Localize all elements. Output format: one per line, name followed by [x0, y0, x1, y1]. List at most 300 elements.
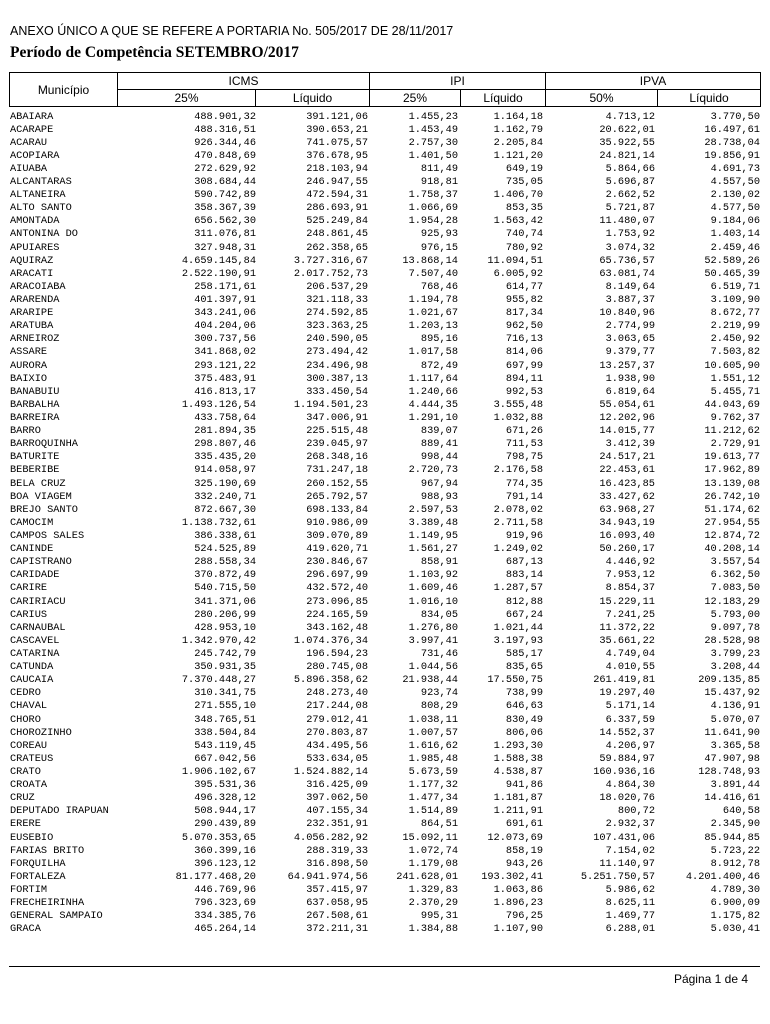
- icms-25-cell: 524.525,89: [194, 543, 256, 556]
- municipio-cell: CARIUS: [10, 608, 48, 621]
- municipio-cell: CHORO: [10, 713, 41, 726]
- ipi-liquido-cell: 716,13: [505, 333, 543, 346]
- municipio-cell: CARNAUBAL: [10, 621, 66, 634]
- ipi-liquido-cell: 11.094,51: [487, 254, 543, 267]
- ipi-25-cell: 889,41: [420, 438, 458, 451]
- ipi-liquido-cell: 962,50: [505, 320, 543, 333]
- municipio-cell: FORQUILHA: [10, 857, 66, 870]
- icms-liquido-cell: 533.634,05: [306, 752, 368, 765]
- table-row: [10, 910, 760, 923]
- municipio-cell: CANINDE: [10, 543, 54, 556]
- icms-25-cell: 508.944,17: [194, 805, 256, 818]
- ipva-50-cell: 14.552,37: [599, 726, 655, 739]
- ipva-liquido-cell: 2.130,02: [710, 189, 760, 202]
- ipi-25-cell: 1.007,57: [408, 726, 458, 739]
- ipva-liquido-cell: 9.762,37: [710, 412, 760, 425]
- icms-liquido-cell: 267.508,61: [306, 910, 368, 923]
- table-row: [10, 412, 760, 425]
- icms-25-cell: 488.901,32: [194, 110, 256, 123]
- icms-25-cell: 308.684,44: [194, 176, 256, 189]
- municipio-cell: BREJO SANTO: [10, 503, 78, 516]
- ipva-liquido-cell: 3.891,44: [710, 779, 760, 792]
- ipva-liquido-cell: 19.856,91: [704, 149, 760, 162]
- ipva-liquido-cell: 2.345,90: [710, 818, 760, 831]
- ipva-50-cell: 5.696,87: [605, 176, 655, 189]
- ipi-25-cell: 808,29: [420, 700, 458, 713]
- ipva-liquido-header: Líquido: [658, 90, 761, 107]
- ipi-liquido-cell: 667,24: [505, 608, 543, 621]
- ipi-liquido-cell: 1.563,42: [493, 215, 543, 228]
- icms-25-cell: 404.204,06: [194, 320, 256, 333]
- ipi-25-cell: 1.017,58: [408, 346, 458, 359]
- ipva-liquido-cell: 12.183,29: [704, 595, 760, 608]
- ipva-50-cell: 16.093,40: [599, 530, 655, 542]
- page-title: Período de Competência SETEMBRO/2017: [10, 44, 299, 61]
- ipva-50-cell: 16.423,85: [599, 477, 655, 490]
- municipio-cell: ARATUBA: [10, 320, 54, 333]
- ipi-liquido-cell: 812,88: [505, 595, 543, 608]
- ipi-liquido-cell: 12.073,69: [487, 831, 543, 844]
- icms-liquido-cell: 1.194.501,23: [293, 398, 368, 411]
- icms-25-cell: 446.769,96: [194, 883, 256, 896]
- icms-liquido-cell: 5.896.358,62: [293, 674, 368, 687]
- icms-25-cell: 926.344,46: [194, 136, 256, 149]
- icms-liquido-cell: 286.693,91: [306, 202, 368, 215]
- ipi-25-cell: 2.757,30: [408, 136, 458, 149]
- municipio-cell: CEDRO: [10, 687, 41, 700]
- table-row: [10, 451, 760, 464]
- ipva-50-cell: 4.749,04: [605, 647, 655, 660]
- table-row: [10, 137, 760, 150]
- ipva-liquido-cell: 4.201.400,46: [685, 870, 760, 883]
- icms-liquido-cell: 343.162,48: [306, 621, 368, 634]
- icms-25-cell: 335.435,20: [194, 451, 256, 464]
- ipva-liquido-cell: 2.450,92: [710, 333, 760, 346]
- ipva-liquido-cell: 11.641,90: [704, 726, 760, 739]
- ipva-50-cell: 24.821,14: [599, 149, 655, 162]
- icms-liquido-cell: 270.803,87: [306, 726, 368, 739]
- icms-25-cell: 327.948,31: [194, 241, 256, 254]
- icms-25-cell: 258.171,61: [194, 280, 256, 293]
- municipio-cell: ARACOIABA: [10, 280, 66, 293]
- icms-25-cell: 1.493.126,54: [181, 398, 256, 411]
- table-row: [10, 845, 760, 858]
- table-row: [10, 346, 760, 359]
- icms-liquido-cell: 432.572,40: [306, 582, 368, 595]
- municipio-cell: AURORA: [10, 359, 48, 372]
- ipi-liquido-cell: 941,86: [505, 779, 543, 792]
- ipi-liquido-cell: 798,75: [505, 451, 543, 464]
- ipva-liquido-cell: 5.793,00: [710, 608, 760, 621]
- ipva-50-cell: 11.372,22: [599, 621, 655, 634]
- icms-25-cell: 656.562,30: [194, 215, 256, 228]
- ipi-liquido-cell: 919,96: [505, 530, 543, 542]
- table-row: [10, 150, 760, 163]
- ipva-liquido-cell: 16.497,61: [704, 123, 760, 136]
- ipva-50-cell: 2.932,37: [605, 818, 655, 831]
- municipio-cell: ANTONINA DO: [10, 228, 78, 241]
- icms-25-cell: 543.119,45: [194, 739, 256, 752]
- ipi-25-cell: 13.868,14: [402, 254, 458, 267]
- table-row: [10, 111, 760, 124]
- municipio-cell: BOA VIAGEM: [10, 490, 72, 503]
- table-row: [10, 373, 760, 386]
- icms-liquido-cell: 525.249,84: [306, 215, 368, 228]
- municipio-cell: ARARIPE: [10, 307, 54, 320]
- icms-25-cell: 395.531,36: [194, 779, 256, 792]
- icms-liquido-cell: 196.594,23: [306, 647, 368, 660]
- ipva-liquido-cell: 17.962,89: [704, 464, 760, 477]
- table-row: [10, 661, 760, 674]
- table-row: [10, 360, 760, 373]
- ipi-liquido-cell: 883,14: [505, 569, 543, 582]
- ipva-50-cell: 5.864,66: [605, 162, 655, 175]
- ipva-50-cell: 6.819,64: [605, 385, 655, 398]
- ipi-liquido-cell: 1.063,86: [493, 883, 543, 896]
- ipi-25-cell: 1.044,56: [408, 661, 458, 674]
- ipi-liquido-cell: 193.302,41: [481, 870, 543, 883]
- ipva-50-cell: 59.884,97: [599, 752, 655, 765]
- ipi-25-cell: 1.616,62: [408, 739, 458, 752]
- municipio-cell: DEPUTADO IRAPUAN: [10, 805, 109, 818]
- ipi-25-cell: 21.938,44: [402, 674, 458, 687]
- ipi-liquido-cell: 614,77: [505, 280, 543, 293]
- icms-25-cell: 358.367,39: [194, 202, 256, 215]
- icms-liquido-cell: 376.678,95: [306, 149, 368, 162]
- ipva-liquido-cell: 2.729,91: [710, 438, 760, 451]
- municipio-cell: BEBERIBE: [10, 464, 60, 477]
- ipi-liquido-cell: 791,14: [505, 490, 543, 503]
- table-row: [10, 569, 760, 582]
- table-row: [10, 464, 760, 477]
- icms-liquido-cell: 262.358,65: [306, 241, 368, 254]
- ipi-liquido-cell: 735,05: [505, 176, 543, 189]
- icms-25-cell: 290.439,89: [194, 818, 256, 831]
- icms-25-cell: 540.715,50: [194, 582, 256, 595]
- ipva-liquido-cell: 3.770,50: [710, 110, 760, 123]
- ipi-25-cell: 2.370,29: [408, 897, 458, 910]
- ipi-25-cell: 1.276,80: [408, 621, 458, 634]
- icms-25-cell: 470.848,69: [194, 149, 256, 162]
- municipio-cell: BARBALHA: [10, 398, 60, 411]
- ipi-25-cell: 1.329,83: [408, 883, 458, 896]
- icms-liquido-cell: 248.273,40: [306, 687, 368, 700]
- ipi-25-cell: 7.507,40: [408, 267, 458, 280]
- table-row: [10, 202, 760, 215]
- ipi-liquido-cell: 687,13: [505, 556, 543, 569]
- ipi-liquido-cell: 780,92: [505, 241, 543, 254]
- ipi-25-cell: 1.954,28: [408, 215, 458, 228]
- icms-25-cell: 667.042,56: [194, 752, 256, 765]
- icms-liquido-cell: 397.062,50: [306, 792, 368, 805]
- icms-25-cell: 350.931,35: [194, 661, 256, 674]
- ipi-25-cell: 976,15: [420, 241, 458, 254]
- ipva-liquido-cell: 4.691,73: [710, 162, 760, 175]
- municipio-cell: GENERAL SAMPAIO: [10, 910, 103, 923]
- ipva-50-cell: 1.753,92: [605, 228, 655, 241]
- ipva-50-cell: 1.938,90: [605, 372, 655, 385]
- icms-liquido-cell: 230.846,67: [306, 556, 368, 569]
- municipality-table: [10, 111, 760, 937]
- ipva-50-cell: 9.379,77: [605, 346, 655, 359]
- ipva-50-cell: 5.171,14: [605, 700, 655, 713]
- ipva-liquido-cell: 4.577,50: [710, 202, 760, 215]
- icms-liquido-cell: 309.070,89: [306, 530, 368, 542]
- ipva-50-cell: 11.140,97: [599, 857, 655, 870]
- ipi-25-cell: 811,49: [420, 162, 458, 175]
- icms-liquido-cell: 434.495,56: [306, 739, 368, 752]
- ipva-50-cell: 35.922,55: [599, 136, 655, 149]
- ipi-liquido-cell: 691,61: [505, 818, 543, 831]
- ipva-liquido-cell: 11.212,62: [704, 425, 760, 438]
- ipva-header: IPVA: [546, 73, 761, 90]
- footer-divider: [9, 966, 760, 967]
- table-row: [10, 832, 760, 845]
- table-row: [10, 923, 760, 936]
- icms-liquido-cell: 347.006,91: [306, 412, 368, 425]
- ipva-50-cell: 4.446,92: [605, 556, 655, 569]
- ipva-liquido-cell: 27.954,55: [704, 516, 760, 529]
- ipva-liquido-cell: 1.403,14: [710, 228, 760, 241]
- ipi-25-cell: 1.149,95: [408, 530, 458, 542]
- icms-liquido-cell: 260.152,55: [306, 477, 368, 490]
- icms-liquido-cell: 218.103,94: [306, 162, 368, 175]
- table-row: [10, 294, 760, 307]
- municipio-cell: CAMPOS SALES: [10, 530, 85, 542]
- ipi-25-cell: 923,74: [420, 687, 458, 700]
- municipio-cell: ALCANTARAS: [10, 176, 72, 189]
- ipi-liquido-cell: 1.032,88: [493, 412, 543, 425]
- icms-liquido-cell: 390.653,21: [306, 123, 368, 136]
- ipi-25-cell: 1.455,23: [408, 110, 458, 123]
- municipio-cell: CATUNDA: [10, 661, 54, 674]
- table-row: [10, 478, 760, 491]
- table-row: [10, 333, 760, 346]
- icms-liquido-cell: 300.387,13: [306, 372, 368, 385]
- ipva-liquido-cell: 85.944,85: [704, 831, 760, 844]
- icms-25-cell: 433.758,64: [194, 412, 256, 425]
- icms-liquido-cell: 246.947,55: [306, 176, 368, 189]
- table-row: [10, 281, 760, 294]
- ipi-25-cell: 1.072,74: [408, 844, 458, 857]
- icms-25-cell: 332.240,71: [194, 490, 256, 503]
- ipi-liquido-cell: 649,19: [505, 162, 543, 175]
- ipi-25-cell: 988,93: [420, 490, 458, 503]
- ipva-liquido-cell: 640,58: [722, 805, 760, 818]
- table-row: [10, 818, 760, 831]
- ipi-25-cell: 839,07: [420, 425, 458, 438]
- icms-liquido-cell: 239.045,97: [306, 438, 368, 451]
- ipi-liquido-cell: 796,25: [505, 910, 543, 923]
- ipva-50-cell: 33.427,62: [599, 490, 655, 503]
- ipva-liquido-cell: 4.557,50: [710, 176, 760, 189]
- ipi-25-cell: 1.021,67: [408, 307, 458, 320]
- table-row: [10, 897, 760, 910]
- ipi-liquido-cell: 3.197,93: [493, 634, 543, 647]
- municipio-cell: CASCAVEL: [10, 634, 60, 647]
- ipi-25-cell: 768,46: [420, 280, 458, 293]
- table-row: [10, 622, 760, 635]
- ipi-25-cell: 1.384,88: [408, 923, 458, 936]
- table-row: [10, 504, 760, 517]
- ipi-liquido-cell: 646,63: [505, 700, 543, 713]
- ipva-liquido-cell: 26.742,10: [704, 490, 760, 503]
- ipi-liquido-cell: 817,34: [505, 307, 543, 320]
- ipva-50-cell: 800,72: [617, 805, 655, 818]
- ipi-25-cell: 3.389,48: [408, 516, 458, 529]
- ipi-liquido-cell: 1.021,44: [493, 621, 543, 634]
- icms-25-cell: 428.953,10: [194, 621, 256, 634]
- ipi-liquido-cell: 1.107,90: [493, 923, 543, 936]
- ipi-liquido-cell: 992,53: [505, 385, 543, 398]
- icms-header: ICMS: [118, 73, 370, 90]
- ipi-25-cell: 1.177,32: [408, 779, 458, 792]
- ipva-50-cell: 50.260,17: [599, 543, 655, 556]
- ipva-liquido-cell: 15.437,92: [704, 687, 760, 700]
- icms-25-cell: 386.338,61: [194, 530, 256, 542]
- ipva-50-cell: 65.736,57: [599, 254, 655, 267]
- municipio-cell: ACARAPE: [10, 123, 54, 136]
- table-row: [10, 700, 760, 713]
- ipi-liquido-cell: 17.550,75: [487, 674, 543, 687]
- municipio-cell: BANABUIU: [10, 385, 60, 398]
- ipva-liquido-cell: 6.362,50: [710, 569, 760, 582]
- municipio-cell: BAIXIO: [10, 372, 48, 385]
- municipio-cell: CARIDADE: [10, 569, 60, 582]
- document-header: ANEXO ÚNICO A QUE SE REFERE A PORTARIA No. 505/2017 DE 28/11/2017: [10, 24, 454, 38]
- icms-liquido-cell: 698.133,84: [306, 503, 368, 516]
- ipi-25-cell: 834,05: [420, 608, 458, 621]
- icms-25-cell: 796.323,69: [194, 897, 256, 910]
- ipva-50-cell: 7.241,25: [605, 608, 655, 621]
- table-row: [10, 124, 760, 137]
- ipi-liquido-cell: 711,53: [505, 438, 543, 451]
- icms-25-cell: 396.123,12: [194, 857, 256, 870]
- icms-25-cell: 370.872,49: [194, 569, 256, 582]
- icms-25-cell: 7.370.448,27: [181, 674, 256, 687]
- ipva-liquido-cell: 13.139,08: [704, 477, 760, 490]
- ipi-25-cell: 2.720,73: [408, 464, 458, 477]
- ipva-liquido-cell: 14.416,61: [704, 792, 760, 805]
- ipva-50-cell: 5.986,62: [605, 883, 655, 896]
- icms-25-cell: 1.342.970,42: [181, 634, 256, 647]
- icms-25-header: 25%: [118, 90, 256, 107]
- icms-liquido-cell: 248.861,45: [306, 228, 368, 241]
- icms-liquido-cell: 407.155,34: [306, 805, 368, 818]
- ipva-50-cell: 19.297,40: [599, 687, 655, 700]
- table-row: [10, 491, 760, 504]
- icms-25-cell: 343.241,06: [194, 307, 256, 320]
- icms-25-cell: 310.341,75: [194, 687, 256, 700]
- icms-liquido-cell: 288.319,33: [306, 844, 368, 857]
- icms-25-cell: 416.813,17: [194, 385, 256, 398]
- ipva-liquido-cell: 50.465,39: [704, 267, 760, 280]
- ipi-25-cell: 3.997,41: [408, 634, 458, 647]
- municipio-cell: CHOROZINHO: [10, 726, 72, 739]
- table-row: [10, 635, 760, 648]
- municipio-cell: ERERE: [10, 818, 41, 831]
- municipio-cell: AQUIRAZ: [10, 254, 54, 267]
- ipva-50-cell: 15.229,11: [599, 595, 655, 608]
- municipio-cell: CRUZ: [10, 792, 35, 805]
- ipva-liquido-cell: 5.070,07: [710, 713, 760, 726]
- ipi-25-cell: 895,16: [420, 333, 458, 346]
- municipio-cell: GRACA: [10, 923, 41, 936]
- icms-liquido-cell: 64.941.974,56: [287, 870, 368, 883]
- ipva-50-cell: 34.943,19: [599, 516, 655, 529]
- ipi-liquido-cell: 830,49: [505, 713, 543, 726]
- table-row: [10, 543, 760, 556]
- ipi-liquido-cell: 740,74: [505, 228, 543, 241]
- icms-liquido-cell: 316.425,09: [306, 779, 368, 792]
- municipio-cell: BARRO: [10, 425, 41, 438]
- ipva-liquido-cell: 52.589,26: [704, 254, 760, 267]
- icms-25-cell: 293.121,22: [194, 359, 256, 372]
- table-row: [10, 871, 760, 884]
- icms-25-cell: 1.906.102,67: [181, 765, 256, 778]
- ipva-liquido-cell: 8.912,78: [710, 857, 760, 870]
- ipva-liquido-cell: 44.043,69: [704, 398, 760, 411]
- icms-25-cell: 272.629,92: [194, 162, 256, 175]
- ipi-25-cell: 4.444,35: [408, 398, 458, 411]
- ipva-50-header: 50%: [546, 90, 658, 107]
- ipva-50-cell: 18.020,76: [599, 792, 655, 805]
- icms-liquido-header: Líquido: [256, 90, 370, 107]
- table-row: [10, 320, 760, 333]
- table-row: [10, 242, 760, 255]
- icms-liquido-cell: 217.244,08: [306, 700, 368, 713]
- ipi-liquido-cell: 585,17: [505, 647, 543, 660]
- column-headers: [9, 72, 761, 107]
- ipi-25-cell: 1.609,46: [408, 582, 458, 595]
- ipva-liquido-cell: 5.030,41: [710, 923, 760, 936]
- icms-25-cell: 281.894,35: [194, 425, 256, 438]
- table-row: [10, 858, 760, 871]
- ipva-liquido-cell: 12.874,72: [704, 530, 760, 542]
- ipva-liquido-cell: 4.789,30: [710, 883, 760, 896]
- ipi-25-cell: 1.179,08: [408, 857, 458, 870]
- ipi-liquido-cell: 1.121,20: [493, 149, 543, 162]
- table-row: [10, 884, 760, 897]
- table-row: [10, 255, 760, 268]
- ipva-50-cell: 3.074,32: [605, 241, 655, 254]
- ipi-25-cell: 967,94: [420, 477, 458, 490]
- table-row: [10, 609, 760, 622]
- ipva-50-cell: 3.412,39: [605, 438, 655, 451]
- icms-liquido-cell: 232.351,91: [306, 818, 368, 831]
- icms-25-cell: 5.070.353,65: [181, 831, 256, 844]
- municipio-cell: ALTO SANTO: [10, 202, 72, 215]
- icms-25-cell: 300.737,56: [194, 333, 256, 346]
- ipi-25-cell: 864,51: [420, 818, 458, 831]
- icms-liquido-cell: 224.165,59: [306, 608, 368, 621]
- municipio-cell: ALTANEIRA: [10, 189, 66, 202]
- ipi-liquido-cell: 2.711,58: [493, 516, 543, 529]
- icms-25-cell: 348.765,51: [194, 713, 256, 726]
- ipva-liquido-cell: 8.672,77: [710, 307, 760, 320]
- ipi-header: IPI: [370, 73, 546, 90]
- icms-25-cell: 914.058,97: [194, 464, 256, 477]
- ipi-liquido-cell: 3.555,48: [493, 398, 543, 411]
- ipva-liquido-cell: 40.208,14: [704, 543, 760, 556]
- ipva-liquido-cell: 5.723,22: [710, 844, 760, 857]
- table-row: [10, 268, 760, 281]
- ipva-liquido-cell: 28.528,98: [704, 634, 760, 647]
- ipva-liquido-cell: 128.748,93: [698, 765, 760, 778]
- ipva-50-cell: 14.015,77: [599, 425, 655, 438]
- ipi-liquido-cell: 1.211,91: [493, 805, 543, 818]
- ipva-50-cell: 10.840,96: [599, 307, 655, 320]
